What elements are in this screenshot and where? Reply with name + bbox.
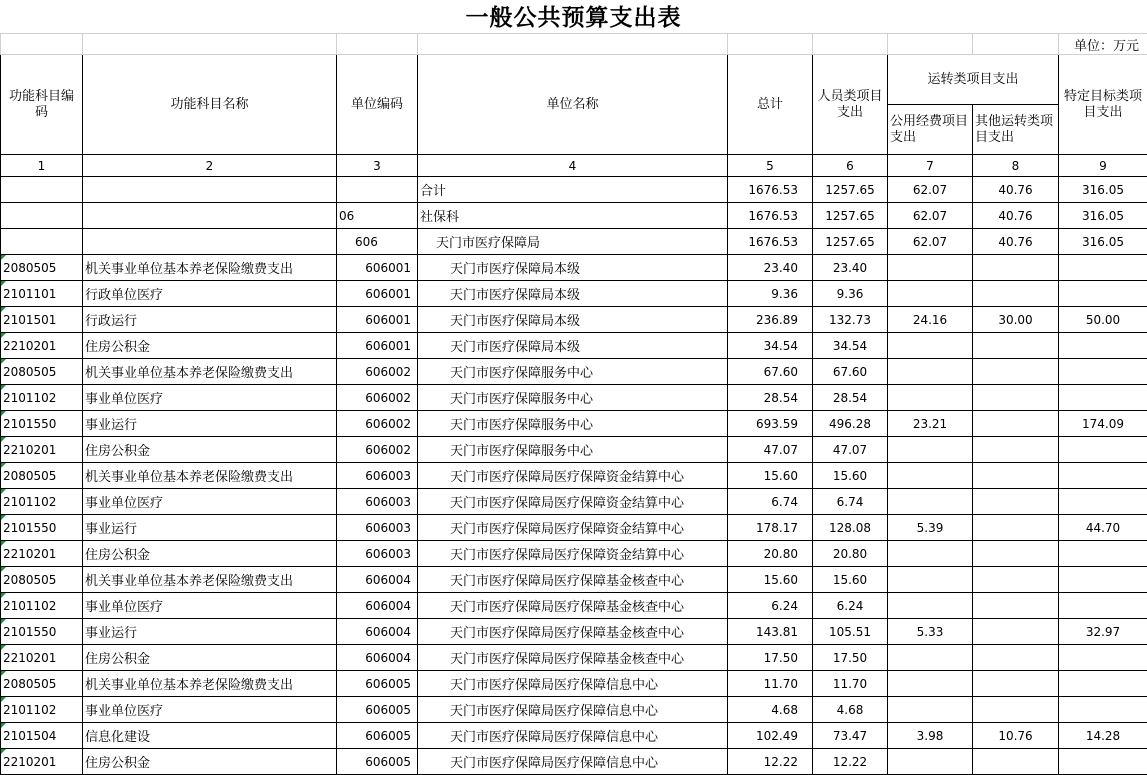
- table-row: [1, 619, 1147, 645]
- public-value-cell[interactable]: [888, 333, 973, 359]
- unit-code-cell[interactable]: 606001: [337, 281, 418, 307]
- public-value-cell[interactable]: [888, 359, 973, 385]
- unit-name-cell[interactable]: 天门市医疗保障服务中心: [418, 411, 728, 437]
- func-code-cell[interactable]: [1, 723, 83, 749]
- unit-code-cell[interactable]: 606005: [337, 671, 418, 697]
- func-name-cell[interactable]: 住房公积金: [83, 333, 337, 359]
- func-code: 2101504: [3, 728, 57, 743]
- func-code-cell[interactable]: [1, 333, 83, 359]
- personnel-value-cell[interactable]: 496.28: [813, 411, 888, 437]
- func-code: 2210201: [3, 754, 57, 769]
- func-code-cell[interactable]: [1, 307, 83, 333]
- table-row: [1, 515, 1147, 541]
- unit-name-cell[interactable]: 天门市医疗保障服务中心: [418, 385, 728, 411]
- table-row: [1, 411, 1147, 437]
- total-value-cell[interactable]: 17.50: [728, 645, 813, 671]
- personnel-value-cell[interactable]: 34.54: [813, 333, 888, 359]
- other-value-cell[interactable]: 10.76: [973, 723, 1059, 749]
- func-code: 2080505: [3, 468, 57, 483]
- unit-name-cell[interactable]: 天门市医疗保障局医疗保障信息中心: [418, 671, 728, 697]
- public-value-cell[interactable]: [888, 541, 973, 567]
- table-row: [1, 593, 1147, 619]
- unit-name-cell[interactable]: 天门市医疗保障局本级: [418, 281, 728, 307]
- func-name-cell[interactable]: 行政单位医疗: [83, 281, 337, 307]
- unit-code-cell[interactable]: 606002: [337, 437, 418, 463]
- comment-marker-icon: [1, 541, 6, 546]
- func-code: 2080505: [3, 364, 57, 379]
- total-value-cell[interactable]: 6.74: [728, 489, 813, 515]
- unit-code-cell[interactable]: 606005: [337, 723, 418, 749]
- func-name-cell[interactable]: 住房公积金: [83, 437, 337, 463]
- table-row: [1, 281, 1147, 307]
- comment-marker-icon: [1, 307, 6, 312]
- table-row: [1, 671, 1147, 697]
- func-code: 2101102: [3, 702, 57, 717]
- col-number: 3: [337, 155, 418, 177]
- func-code-cell[interactable]: [1, 567, 83, 593]
- total-value-cell[interactable]: 28.54: [728, 385, 813, 411]
- func-code-cell[interactable]: [1, 437, 83, 463]
- other-value-cell[interactable]: [973, 749, 1059, 775]
- public-value-cell[interactable]: 23.21: [888, 411, 973, 437]
- unit-label: 单位：万元: [1059, 34, 1147, 55]
- col-number: 6: [813, 155, 888, 177]
- other-value-cell[interactable]: [973, 489, 1059, 515]
- unit-name-cell[interactable]: 社保科: [418, 203, 728, 229]
- func-code-cell[interactable]: [1, 593, 83, 619]
- unit-code-cell[interactable]: 606003: [337, 463, 418, 489]
- unit-code-cell[interactable]: 606003: [337, 489, 418, 515]
- public-value-cell[interactable]: 3.98: [888, 723, 973, 749]
- total-value-cell[interactable]: 11.70: [728, 671, 813, 697]
- special-value-cell[interactable]: [1059, 281, 1147, 307]
- other-value-cell[interactable]: [973, 671, 1059, 697]
- func-name-cell[interactable]: 事业单位医疗: [83, 489, 337, 515]
- unit-code-cell[interactable]: 606: [337, 229, 418, 255]
- table-row: [1, 437, 1147, 463]
- total-value-cell[interactable]: 23.40: [728, 255, 813, 281]
- func-code: 2101550: [3, 416, 57, 431]
- col-number: 9: [1059, 155, 1147, 177]
- unit-name-cell[interactable]: 天门市医疗保障局医疗保障信息中心: [418, 749, 728, 775]
- func-name-cell[interactable]: 事业运行: [83, 619, 337, 645]
- special-value-cell[interactable]: [1059, 255, 1147, 281]
- unit-name-cell[interactable]: 天门市医疗保障服务中心: [418, 437, 728, 463]
- personnel-value-cell[interactable]: 12.22: [813, 749, 888, 775]
- unit-code-cell[interactable]: 606001: [337, 307, 418, 333]
- func-code: 2101501: [3, 312, 57, 327]
- unit-code-cell[interactable]: 606004: [337, 619, 418, 645]
- personnel-value-cell[interactable]: 4.68: [813, 697, 888, 723]
- total-value-cell[interactable]: 15.60: [728, 463, 813, 489]
- total-value-cell[interactable]: 693.59: [728, 411, 813, 437]
- func-code: 2101102: [3, 494, 57, 509]
- table-row: [1, 645, 1147, 671]
- public-value-cell[interactable]: 62.07: [888, 203, 973, 229]
- header-special: 特定目标类项目支出: [1059, 55, 1147, 155]
- other-value-cell[interactable]: [973, 593, 1059, 619]
- total-value-cell[interactable]: 143.81: [728, 619, 813, 645]
- other-value-cell[interactable]: 40.76: [973, 229, 1059, 255]
- special-value-cell[interactable]: 316.05: [1059, 203, 1147, 229]
- personnel-value-cell[interactable]: 105.51: [813, 619, 888, 645]
- func-code-cell[interactable]: [1, 515, 83, 541]
- special-value-cell[interactable]: [1059, 437, 1147, 463]
- table-row: [1, 463, 1147, 489]
- special-value-cell[interactable]: 44.70: [1059, 515, 1147, 541]
- unit-name-cell[interactable]: 天门市医疗保障服务中心: [418, 359, 728, 385]
- unit-name-cell[interactable]: 天门市医疗保障局医疗保障资金结算中心: [418, 489, 728, 515]
- func-code-cell[interactable]: [1, 203, 83, 229]
- public-value-cell[interactable]: 5.39: [888, 515, 973, 541]
- comment-marker-icon: [1, 489, 6, 494]
- func-code: 2210201: [3, 546, 57, 561]
- func-name-cell[interactable]: [83, 229, 337, 255]
- header-total: 总计: [728, 55, 813, 155]
- other-value-cell[interactable]: 40.76: [973, 203, 1059, 229]
- other-value-cell[interactable]: [973, 437, 1059, 463]
- total-value-cell[interactable]: 12.22: [728, 749, 813, 775]
- unit-name-cell[interactable]: 天门市医疗保障局医疗保障资金结算中心: [418, 515, 728, 541]
- other-value-cell[interactable]: [973, 697, 1059, 723]
- special-value-cell[interactable]: 50.00: [1059, 307, 1147, 333]
- table-row: [1, 307, 1147, 333]
- unit-name-cell[interactable]: 天门市医疗保障局医疗保障基金核查中心: [418, 593, 728, 619]
- total-value-cell[interactable]: 6.24: [728, 593, 813, 619]
- func-code-cell[interactable]: [1, 385, 83, 411]
- special-value-cell[interactable]: [1059, 697, 1147, 723]
- total-value-cell[interactable]: 1676.53: [728, 177, 813, 203]
- unit-code-cell[interactable]: 06: [337, 203, 418, 229]
- func-code: 2210201: [3, 650, 57, 665]
- func-code-cell[interactable]: [1, 671, 83, 697]
- comment-marker-icon: [1, 593, 6, 598]
- personnel-value-cell[interactable]: 47.07: [813, 437, 888, 463]
- func-name-cell[interactable]: 机关事业单位基本养老保险缴费支出: [83, 567, 337, 593]
- unit-code-cell[interactable]: 606005: [337, 749, 418, 775]
- unit-name-cell[interactable]: 天门市医疗保障局本级: [418, 255, 728, 281]
- special-value-cell[interactable]: [1059, 385, 1147, 411]
- comment-marker-icon: [1, 385, 6, 390]
- other-value-cell[interactable]: [973, 333, 1059, 359]
- summary-row: [1, 177, 1147, 203]
- func-code: 2080505: [3, 676, 57, 691]
- table-row: [1, 385, 1147, 411]
- public-value-cell[interactable]: [888, 697, 973, 723]
- special-value-cell[interactable]: 316.05: [1059, 229, 1147, 255]
- other-value-cell[interactable]: [973, 281, 1059, 307]
- other-value-cell[interactable]: [973, 541, 1059, 567]
- public-value-cell[interactable]: 5.33: [888, 619, 973, 645]
- func-code-cell[interactable]: [1, 359, 83, 385]
- comment-marker-icon: [1, 515, 6, 520]
- total-value-cell[interactable]: 102.49: [728, 723, 813, 749]
- public-value-cell[interactable]: [888, 593, 973, 619]
- func-name-cell[interactable]: 机关事业单位基本养老保险缴费支出: [83, 671, 337, 697]
- unit-code-cell[interactable]: 606004: [337, 645, 418, 671]
- table-row: [1, 723, 1147, 749]
- public-value-cell[interactable]: 24.16: [888, 307, 973, 333]
- other-value-cell[interactable]: [973, 385, 1059, 411]
- personnel-value-cell[interactable]: 6.74: [813, 489, 888, 515]
- other-value-cell[interactable]: [973, 411, 1059, 437]
- total-value-cell[interactable]: 47.07: [728, 437, 813, 463]
- special-value-cell[interactable]: 14.28: [1059, 723, 1147, 749]
- func-code: 2101101: [3, 286, 57, 301]
- table-title: 一般公共预算支出表: [465, 5, 682, 31]
- unit-row: [1, 34, 1147, 55]
- special-value-cell[interactable]: 32.97: [1059, 619, 1147, 645]
- personnel-value-cell[interactable]: 17.50: [813, 645, 888, 671]
- func-name-cell[interactable]: 住房公积金: [83, 749, 337, 775]
- public-value-cell[interactable]: [888, 281, 973, 307]
- unit-code-cell[interactable]: 606004: [337, 593, 418, 619]
- func-name-cell[interactable]: 机关事业单位基本养老保险缴费支出: [83, 359, 337, 385]
- personnel-value-cell[interactable]: 1257.65: [813, 203, 888, 229]
- func-code-cell[interactable]: [1, 177, 83, 203]
- func-code-cell[interactable]: [1, 619, 83, 645]
- func-code: 2210201: [3, 442, 57, 457]
- other-value-cell[interactable]: [973, 463, 1059, 489]
- func-code: 2101550: [3, 520, 57, 535]
- total-value-cell[interactable]: 178.17: [728, 515, 813, 541]
- total-value-cell[interactable]: 34.54: [728, 333, 813, 359]
- table-row: [1, 359, 1147, 385]
- unit-name-cell[interactable]: 天门市医疗保障局本级: [418, 307, 728, 333]
- total-value-cell[interactable]: 4.68: [728, 697, 813, 723]
- col-number: 7: [888, 155, 973, 177]
- col-number: 8: [973, 155, 1059, 177]
- func-code: 2210201: [3, 338, 57, 353]
- total-value-cell[interactable]: 236.89: [728, 307, 813, 333]
- table-row: [1, 541, 1147, 567]
- func-name-cell[interactable]: 机关事业单位基本养老保险缴费支出: [83, 255, 337, 281]
- comment-marker-icon: [1, 463, 6, 468]
- table-row: [1, 567, 1147, 593]
- col-number: 5: [728, 155, 813, 177]
- func-code: 2080505: [3, 260, 57, 275]
- special-value-cell[interactable]: [1059, 567, 1147, 593]
- func-name-cell[interactable]: 事业单位医疗: [83, 385, 337, 411]
- func-name-cell[interactable]: 事业单位医疗: [83, 593, 337, 619]
- personnel-value-cell[interactable]: 9.36: [813, 281, 888, 307]
- personnel-value-cell[interactable]: 6.24: [813, 593, 888, 619]
- personnel-value-cell[interactable]: 73.47: [813, 723, 888, 749]
- personnel-value-cell[interactable]: 1257.65: [813, 177, 888, 203]
- func-code-cell[interactable]: [1, 229, 83, 255]
- unit-code-cell[interactable]: 606001: [337, 333, 418, 359]
- unit-name-cell[interactable]: 天门市医疗保障局医疗保障基金核查中心: [418, 645, 728, 671]
- header-func-code: 功能科目编码: [1, 55, 83, 155]
- header-unit-code: 单位编码: [337, 55, 418, 155]
- special-value-cell[interactable]: [1059, 463, 1147, 489]
- other-value-cell[interactable]: [973, 515, 1059, 541]
- table-row: [1, 255, 1147, 281]
- func-code-cell[interactable]: [1, 645, 83, 671]
- special-value-cell[interactable]: [1059, 359, 1147, 385]
- unit-name-cell[interactable]: 天门市医疗保障局医疗保障信息中心: [418, 697, 728, 723]
- special-value-cell[interactable]: [1059, 645, 1147, 671]
- header-unit-name: 单位名称: [418, 55, 728, 155]
- total-value-cell[interactable]: 9.36: [728, 281, 813, 307]
- public-value-cell[interactable]: 62.07: [888, 177, 973, 203]
- public-value-cell[interactable]: [888, 385, 973, 411]
- table-row: [1, 333, 1147, 359]
- unit-code-cell[interactable]: 606001: [337, 255, 418, 281]
- unit-code-cell[interactable]: 606002: [337, 385, 418, 411]
- func-code-cell[interactable]: [1, 463, 83, 489]
- comment-marker-icon: [1, 359, 6, 364]
- func-code-cell[interactable]: [1, 541, 83, 567]
- func-name-cell[interactable]: 信息化建设: [83, 723, 337, 749]
- personnel-value-cell[interactable]: 128.08: [813, 515, 888, 541]
- unit-code-cell[interactable]: 606003: [337, 515, 418, 541]
- func-code: 2080505: [3, 572, 57, 587]
- header-other-transfer: 其他运转类项目支出: [973, 105, 1059, 155]
- special-value-cell[interactable]: [1059, 541, 1147, 567]
- func-code-cell[interactable]: [1, 489, 83, 515]
- unit-name-cell[interactable]: 天门市医疗保障局医疗保障资金结算中心: [418, 541, 728, 567]
- func-code: 2101102: [3, 598, 57, 613]
- other-value-cell[interactable]: 30.00: [973, 307, 1059, 333]
- other-value-cell[interactable]: [973, 645, 1059, 671]
- func-code-cell[interactable]: [1, 411, 83, 437]
- unit-code-cell[interactable]: 606003: [337, 541, 418, 567]
- other-value-cell[interactable]: [973, 619, 1059, 645]
- func-name-cell[interactable]: [83, 177, 337, 203]
- column-number-row: [1, 155, 1147, 177]
- special-value-cell[interactable]: [1059, 749, 1147, 775]
- personnel-value-cell[interactable]: 132.73: [813, 307, 888, 333]
- other-value-cell[interactable]: [973, 255, 1059, 281]
- func-name-cell[interactable]: [83, 203, 337, 229]
- personnel-value-cell[interactable]: 15.60: [813, 463, 888, 489]
- header-personnel: 人员类项目支出: [813, 55, 888, 155]
- comment-marker-icon: [1, 255, 6, 260]
- comment-marker-icon: [1, 723, 6, 728]
- comment-marker-icon: [1, 645, 6, 650]
- func-code-cell[interactable]: [1, 255, 83, 281]
- special-value-cell[interactable]: [1059, 489, 1147, 515]
- public-value-cell[interactable]: [888, 567, 973, 593]
- col-number: 1: [1, 155, 83, 177]
- func-code: 2101550: [3, 624, 57, 639]
- func-name-cell[interactable]: 事业运行: [83, 411, 337, 437]
- public-value-cell[interactable]: [888, 749, 973, 775]
- unit-name-cell[interactable]: 天门市医疗保障局医疗保障资金结算中心: [418, 463, 728, 489]
- func-code-cell[interactable]: [1, 281, 83, 307]
- comment-marker-icon: [1, 749, 6, 754]
- personnel-value-cell[interactable]: 23.40: [813, 255, 888, 281]
- comment-marker-icon: [1, 411, 6, 416]
- unit-code-cell[interactable]: 606004: [337, 567, 418, 593]
- public-value-cell[interactable]: 62.07: [888, 229, 973, 255]
- public-value-cell[interactable]: [888, 255, 973, 281]
- special-value-cell[interactable]: 174.09: [1059, 411, 1147, 437]
- public-value-cell[interactable]: [888, 437, 973, 463]
- summary-row: [1, 203, 1147, 229]
- personnel-value-cell[interactable]: 20.80: [813, 541, 888, 567]
- other-value-cell[interactable]: [973, 359, 1059, 385]
- func-code-cell[interactable]: [1, 697, 83, 723]
- header-row: [1, 55, 1147, 105]
- unit-code-cell[interactable]: 606005: [337, 697, 418, 723]
- func-name-cell[interactable]: 事业运行: [83, 515, 337, 541]
- special-value-cell[interactable]: [1059, 671, 1147, 697]
- public-value-cell[interactable]: [888, 463, 973, 489]
- func-name-cell[interactable]: 行政运行: [83, 307, 337, 333]
- total-value-cell[interactable]: 1676.53: [728, 229, 813, 255]
- comment-marker-icon: [1, 567, 6, 572]
- header-public-fee: 公用经费项目支出: [888, 105, 973, 155]
- table-row: [1, 749, 1147, 775]
- budget-table: [0, 33, 1147, 775]
- col-number: 4: [418, 155, 728, 177]
- personnel-value-cell[interactable]: 67.60: [813, 359, 888, 385]
- unit-name-cell[interactable]: 天门市医疗保障局医疗保障基金核查中心: [418, 619, 728, 645]
- func-code: 2101102: [3, 390, 57, 405]
- comment-marker-icon: [1, 619, 6, 624]
- unit-name-cell[interactable]: 天门市医疗保障局医疗保障信息中心: [418, 723, 728, 749]
- public-value-cell[interactable]: [888, 645, 973, 671]
- func-code-cell[interactable]: [1, 749, 83, 775]
- unit-name-cell[interactable]: 天门市医疗保障局: [418, 229, 728, 255]
- other-value-cell[interactable]: 40.76: [973, 177, 1059, 203]
- unit-code-cell[interactable]: 606002: [337, 411, 418, 437]
- public-value-cell[interactable]: [888, 671, 973, 697]
- special-value-cell[interactable]: [1059, 593, 1147, 619]
- func-name-cell[interactable]: 住房公积金: [83, 645, 337, 671]
- func-name-cell[interactable]: 住房公积金: [83, 541, 337, 567]
- personnel-value-cell[interactable]: 15.60: [813, 567, 888, 593]
- personnel-value-cell[interactable]: 1257.65: [813, 229, 888, 255]
- personnel-value-cell[interactable]: 11.70: [813, 671, 888, 697]
- comment-marker-icon: [1, 333, 6, 338]
- unit-code-cell[interactable]: 606002: [337, 359, 418, 385]
- personnel-value-cell[interactable]: 28.54: [813, 385, 888, 411]
- other-value-cell[interactable]: [973, 567, 1059, 593]
- summary-row: [1, 229, 1147, 255]
- public-value-cell[interactable]: [888, 489, 973, 515]
- header-transfer: 运转类项目支出: [888, 55, 1059, 105]
- total-value-cell[interactable]: 15.60: [728, 567, 813, 593]
- unit-code-cell[interactable]: [337, 177, 418, 203]
- table-row: [1, 697, 1147, 723]
- unit-name-cell[interactable]: 天门市医疗保障局本级: [418, 333, 728, 359]
- special-value-cell[interactable]: 316.05: [1059, 177, 1147, 203]
- col-number: 2: [83, 155, 337, 177]
- total-value-cell[interactable]: 20.80: [728, 541, 813, 567]
- header-func-name: 功能科目名称: [83, 55, 337, 155]
- unit-name-cell[interactable]: 天门市医疗保障局医疗保障基金核查中心: [418, 567, 728, 593]
- comment-marker-icon: [1, 281, 6, 286]
- func-name-cell[interactable]: 机关事业单位基本养老保险缴费支出: [83, 463, 337, 489]
- special-value-cell[interactable]: [1059, 333, 1147, 359]
- comment-marker-icon: [1, 697, 6, 702]
- func-name-cell[interactable]: 事业单位医疗: [83, 697, 337, 723]
- comment-marker-icon: [1, 671, 6, 676]
- total-value-cell[interactable]: 1676.53: [728, 203, 813, 229]
- total-value-cell[interactable]: 67.60: [728, 359, 813, 385]
- comment-marker-icon: [1, 437, 6, 442]
- table-row: [1, 489, 1147, 515]
- unit-name-cell[interactable]: 合计: [418, 177, 728, 203]
